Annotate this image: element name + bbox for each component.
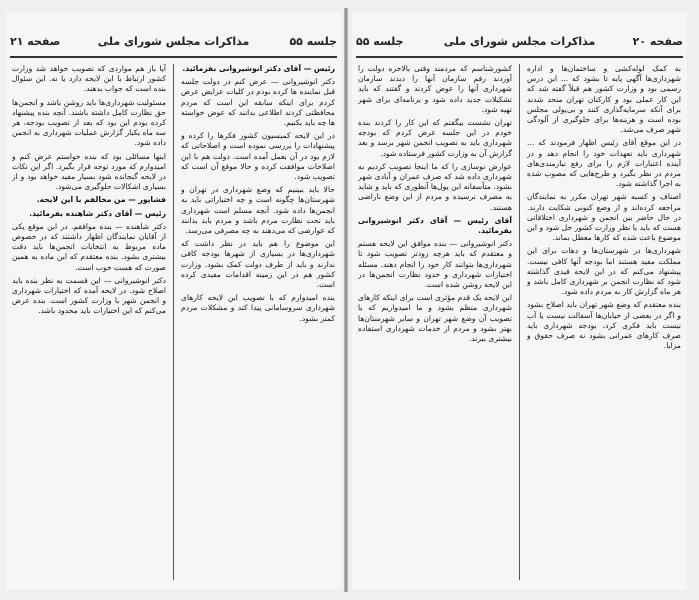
paragraph: رئیس — آقای دکتر شاهنده بفرمائید. xyxy=(29,208,166,218)
paragraph: عوارض نوسازی را که ما اینجا تصویب کردیم به شهرداری داده شد که صرف عمران و آبادی شهر بشود. متأسفانه این پول‌ها آنطوری که باید و شاید به مصرف نرسیده و مردم از این وضع ناراضی هستند. xyxy=(358,161,512,212)
paragraph: حالا باید ببینیم که وضع شهرداری در تهران و شهرستان‌ها چگونه است و چه اختیاراتی باید به انجمن‌ها داده شود. آنچه مسلم است شهرداری باید تحت نظارت مردم باشد و مردم باید بدانند که عوارضی که می‌دهند به چه مصرفی می‌رسد. xyxy=(181,185,335,236)
paragraph: اینها مسائلی بود که بنده خواستم عرض کنم و امیدوارم که مورد توجه قرار بگیرد. اگر این نکات در لایحه گنجانده شود بسیار مفید خواهد بود و از بسیاری اشکالات جلوگیری می‌شود. xyxy=(12,151,166,192)
left-page-number: صفحه ۲۱ xyxy=(10,35,61,48)
paragraph: این لایحه یک قدم مؤثری است برای اینکه کارهای شهرداری منظم بشود و ما امیدواریم که با تصویب آن وضع شهر تهران و سایر شهرستان‌ها بهتر بشود و مردم از خدمات شهرداری استفاده بیشتری ببرند. xyxy=(358,293,512,344)
left-page-title: مذاکرات مجلس شورای ملی xyxy=(97,35,250,48)
paragraph: مسئولیت شهرداری‌ها باید روشن باشد و انجمن‌ها حق نظارت کامل داشته باشند. آنچه بنده پیشنهاد کرده بودم این بود که بعد از تصویب بودجه، هر سه ماه یکبار گزارش عملیات شهرداری به انجمن داده شود. xyxy=(12,97,166,148)
left-page-session: جلسه ۵۵ xyxy=(289,35,337,48)
paragraph: شهرداری‌ها در شهرستان‌ها و دهات برای این مملکت مفید هستند اما بودجه آنها کافی نیست. پیشنهاد می‌کنم که در این لایحه قیدی گذاشته شود که نظارت انجمن بر شهرداری کامل باشد و هر ماه گزارش کار به مردم داده شود. xyxy=(527,246,681,297)
paragraph: آقای رئیس — آقای دکتر انوشیروانی بفرمائید. xyxy=(358,215,512,236)
right-page-header xyxy=(356,32,683,54)
paragraph: بنده معتقدم که وضع شهر تهران باید اصلاح بشود و اگر در بعضی از خیابان‌ها آسفالت نیست یا آب نیست باید فکری کرد، بودجه شهرداری باید صرف کارهای عمرانی بشود نه صرف حقوق و مزایا. xyxy=(527,300,681,351)
paragraph: دکتر انوشیروانی — بنده موافق این لایحه هستم و معتقدم که باید هرچه زودتر تصویب شود تا شهرداری‌ها بتوانند کار خود را انجام دهند. مسئله اختیارات شهرداری و حدود نظارت انجمن‌ها در این لایحه روشن شده است. xyxy=(358,239,512,290)
paragraph: بنده امیدوارم که با تصویب این لایحه کارهای شهرداری سروسامانی پیدا کند و مشکلات مردم کمتر بشود. xyxy=(181,293,335,323)
paragraph: دکتر انوشیروانی — عرض کنم در دولت جلسه قبل نماینده ها کرده بودم در کلیات عرایض عرض کردم برای اینکه سابقه این است که مردم محافظتی کردند اطلاعی بدانند که عوض خواسته ها چه باید بکنیم. xyxy=(181,77,335,128)
right-page-session: جلسه ۵۵ xyxy=(356,35,404,48)
paragraph: در این موقع آقای رئیس اظهار فرمودند که ... شهرداری باید تعهدات خود را انجام دهد و در آینده اعتبارات لازم را برای رفع نیازمندی‌های مردم در نظر بگیرد و طرح‌هایی که مصوب شده به اجرا گذاشته شود. xyxy=(527,138,681,189)
left-column-rule xyxy=(173,64,174,580)
paragraph: دکتر شاهنده — بنده موافقم. در این موقع یکی از آقایان نمایندگان اظهار داشتند که در خصوص ماده مربوط به انتخابات انجمن‌ها باید دقت بیشتری بشود. بنده معتقدم که این ماده به همین صورت که هست خوب است. xyxy=(12,221,166,272)
left-page-column-right xyxy=(181,64,335,580)
book-gutter xyxy=(344,8,348,592)
right-page-title: مذاکرات مجلس شورای ملی xyxy=(443,35,596,48)
paragraph: اصناف و کسبه شهر تهران مکرر به نمایندگان مراجعه کرده‌اند و از وضع کنونی شکایت دارند. در حال حاضر بین انجمن و شهرداری اختلافاتی هست که باید با نظر وزارت کشور حل شود و این موضوع باعث شده که کارها معطل بماند. xyxy=(527,192,681,243)
right-page xyxy=(352,12,687,590)
right-page-column-right xyxy=(527,64,681,580)
right-page-number: صفحه ۲۰ xyxy=(632,35,683,48)
paragraph: به کمک لوله‌کشی و ساختمان‌ها و اداره شهرداری‌ها آگهی پایه تا بشود که ... این درس رسمی بود و وزارت کشور هم قبلاً گفته شد که این کار عملی بود و کارکنان تهران متحد شدند برای آنکه سرمایه‌گذاری کنند و بی‌پولی مجلس بوده است و هزینه‌ها برای جلوگیری از آلودگی شهر صرف می‌شد. xyxy=(527,64,681,135)
paragraph: در این لایحه کمیسیون کشور فکرها را کرده و پیشنهادات را بررسی نموده است و اصلاحاتی که لازم بود در آن بعمل آمده است. دولت هم با این اصلاحات موافقت کرده و حالا موقع آن است که تصویب شود. xyxy=(181,131,335,182)
right-page-column-left xyxy=(358,64,512,580)
right-header-rule xyxy=(356,56,683,58)
paragraph: فشاپور — من مخالفم با این لایحه. xyxy=(36,195,166,205)
left-header-rule xyxy=(10,56,337,58)
left-page-column-left xyxy=(12,64,166,580)
right-column-rule xyxy=(519,64,520,580)
paragraph: این موضوع را هم باید در نظر داشت که شهرداری‌ها در بسیاری از شهرها بودجه کافی ندارند و باید از طرف دولت کمک بشود. وزارت کشور هم در این زمینه اقدامات مفیدی کرده است. xyxy=(181,239,335,290)
left-page-header xyxy=(10,32,337,54)
paragraph: دکتر انوشیروانی — این قسمت به نظر بنده باید اصلاح شود. در لایحه آمده که اختیارات شهرداری و انجمن شهر با وزارت کشور است. بنده عرض می‌کنم که این اختیارات باید محدود باشد. xyxy=(12,275,166,316)
left-page xyxy=(6,12,341,590)
paragraph: کشورشناسم که مردمند وقتی بالاخره دولت را آوردند رقم سازمان آنها را دیدند سازمان شهرداری آنها را عوض کردند و گفتند که باید تشکیلات جدید داده شود و برنامه‌ای برای شهر تهیه شود. xyxy=(358,64,512,114)
paragraph: تهران نشست بیگفتم که این کار را کردند بنده خودم در این جلسه عرض کردم که بودجه شهرداری باید به تصویب انجمن شهر برسد و بعد گزارش آن به وزارت کشور فرستاده شود. xyxy=(358,118,512,158)
paragraph: آیا باز هم مواردی که تصویب خواهد شد وزارت کشور ارتباط با این لایحه دارد یا نه. این سئوال بنده است که جواب بدهند. xyxy=(12,64,166,94)
paragraph: رئیس — آقای دکتر انوشیروانی بفرمائید. xyxy=(182,64,335,73)
